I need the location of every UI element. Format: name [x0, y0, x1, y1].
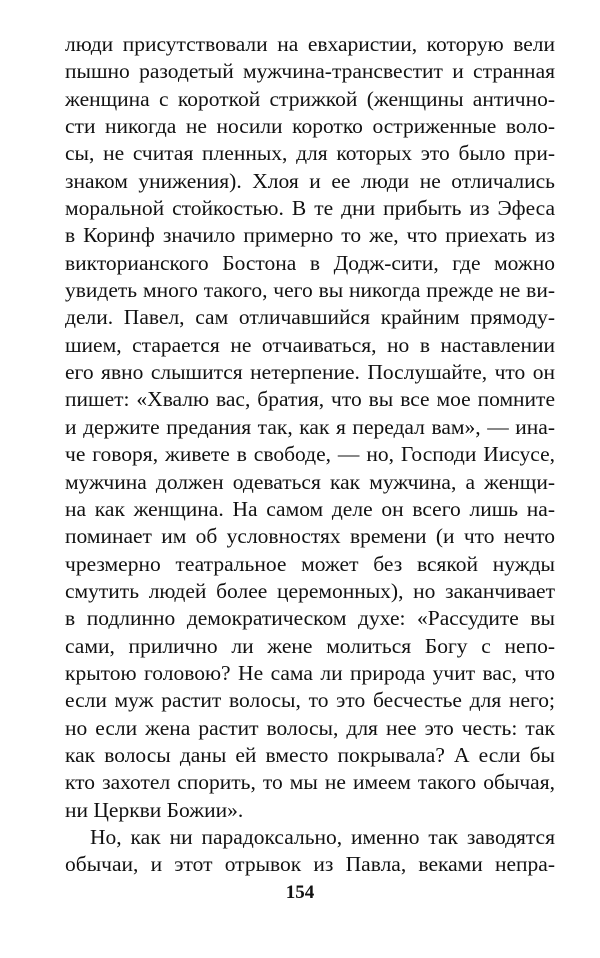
- text-line: сы, не считая пленных, для которых это было при-: [65, 141, 555, 166]
- text-line: смутить людей более церемонных), но заканчивает: [65, 578, 555, 603]
- text-line: в Коринф значило примерно то же, что приехать из: [65, 223, 555, 248]
- text-line: на как женщина. На самом деле он всего лишь на-: [65, 496, 555, 521]
- text-line: увидеть много такого, чего вы никогда прежде не ви-: [65, 278, 555, 303]
- text-line: пишет: «Хвалю вас, братия, что вы все мое помните: [65, 387, 555, 412]
- text-line: кто захотел спорить, то мы не имеем такого обычая,: [65, 770, 555, 795]
- text-line: чрезмерно театральное может без всякой нужды: [65, 551, 555, 576]
- paragraph-end-line: ни Церкви Божии».: [65, 797, 244, 822]
- text-line: шием, старается не отчаиваться, но в наставлении: [65, 332, 555, 357]
- text-line: дели. Павел, сам отличавшийся крайним прямоду-: [65, 305, 555, 330]
- text-line: викторианского Бостона в Додж-сити, где можно: [65, 250, 555, 275]
- text-line: люди присутствовали на евхаристии, которую вели: [65, 32, 555, 56]
- text-line: и держите предания так, как я передал вам», — ина-: [65, 414, 555, 439]
- text-line: поминает им об условностях времени (и что нечто: [65, 524, 555, 549]
- text-line: обычаи, и этот отрывок из Павла, веками непра-: [65, 852, 555, 877]
- text-line: пышно разодетый мужчина-трансвестит и странная: [65, 59, 555, 84]
- text-line: знаком унижения). Хлоя и ее люди не отличались: [65, 168, 555, 193]
- text-line: в подлинно демократическом духе: «Рассудите вы: [65, 606, 555, 631]
- text-line: мужчина должен одеваться как мужчина, а женщи-: [65, 469, 555, 494]
- text-line: если муж растит волосы, то это бесчестье для него;: [65, 688, 555, 713]
- text-line: крытою головою? Не сама ли природа учит вас, что: [65, 660, 555, 685]
- text-line: сами, прилично ли жене молиться Богу с непо-: [65, 633, 555, 658]
- text-line: его явно слышится нетерпение. Послушайте, что он: [65, 360, 555, 385]
- text-line: женщина с короткой стрижкой (женщины антично-: [65, 86, 555, 111]
- body-text: [65, 31, 555, 879]
- text-line: но если жена растит волосы, для нее это честь: так: [65, 715, 555, 740]
- page-number: 154: [285, 882, 315, 903]
- text-line: сти никогда не носили коротко остриженные воло-: [65, 114, 555, 139]
- text-line: моральной стойкостью. В те дни прибыть из Эфеса: [65, 196, 555, 221]
- paragraph-start-line: Но, как ни парадоксально, именно так заводятся: [90, 824, 555, 849]
- text-line: как волосы даны ей вместо покрывала? А если бы: [65, 742, 555, 767]
- text-line: че говоря, живете в свободе, — но, Господи Иисусе,: [65, 442, 555, 467]
